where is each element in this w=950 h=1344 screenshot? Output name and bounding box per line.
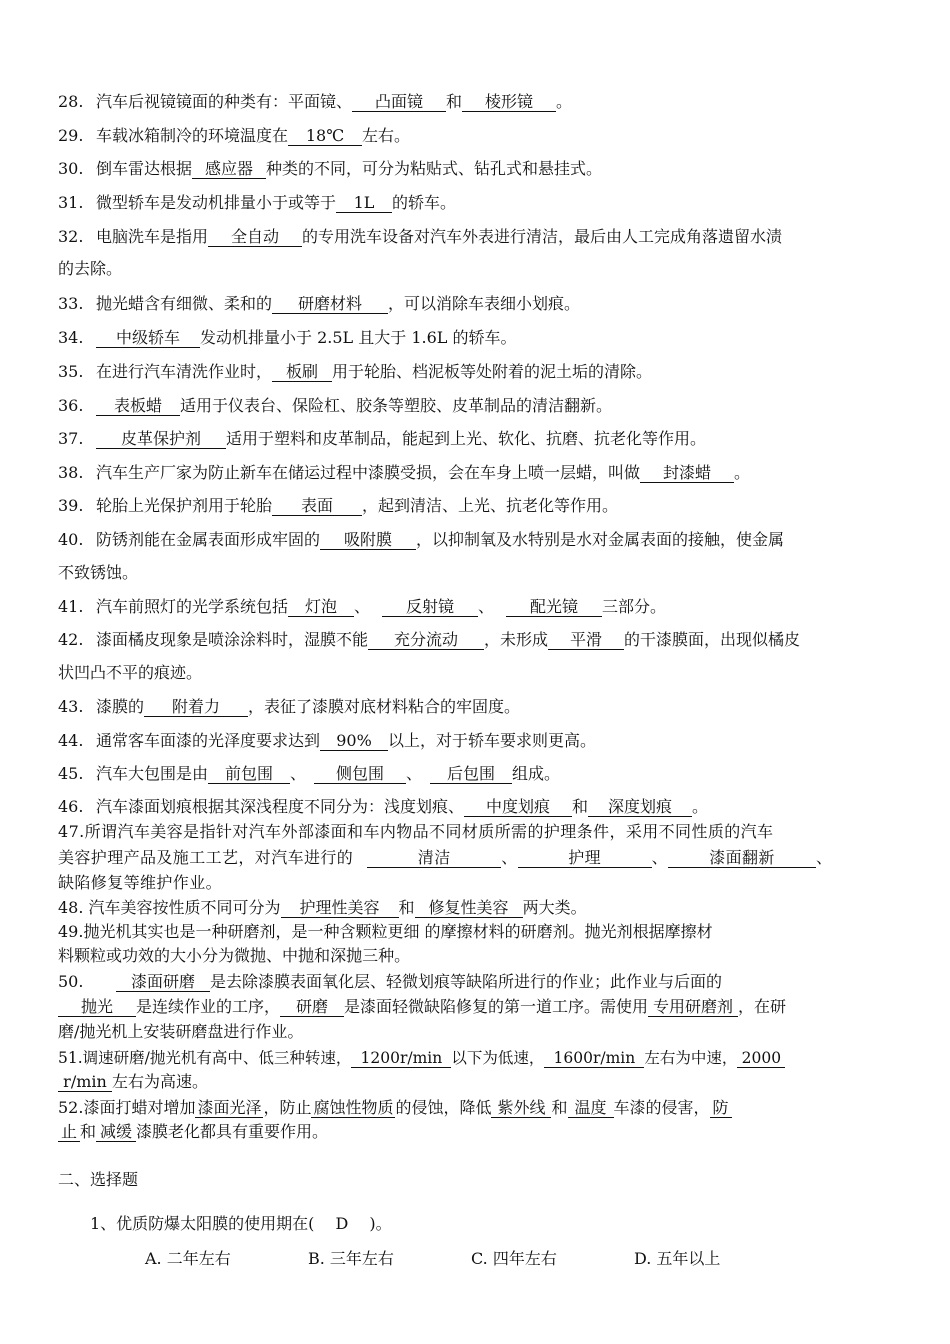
answer-blank: 深度划痕 <box>588 798 692 817</box>
question-45 <box>58 764 560 784</box>
option-b: B. 三年左右 <box>308 1249 394 1268</box>
question-number: 50. <box>58 972 84 991</box>
answer-blank: 止 <box>58 1123 80 1142</box>
question-text: 以下为低速， <box>451 1049 545 1067</box>
question-text: 和 <box>80 1122 97 1141</box>
question-42 <box>58 630 800 650</box>
answer-blank: 温度 <box>568 1099 614 1118</box>
question-text: 和 <box>446 92 463 111</box>
question-text: 以上，对于轿车要求则更高。 <box>388 731 597 750</box>
question-text: 车载冰箱制冷的环境温度在 <box>96 126 289 145</box>
question-number: 44. <box>58 731 84 750</box>
answer-blank: 表板蜡 <box>96 397 180 416</box>
question-text: 51.调速研磨/抛光机有高中、低三种转速， <box>58 1049 352 1067</box>
question-number: 40. <box>58 530 84 549</box>
question-text: 、 <box>478 597 495 616</box>
question-35 <box>58 362 652 382</box>
answer-blank: 封漆蜡 <box>640 464 734 483</box>
answer-blank: 1L <box>336 194 392 213</box>
question-50-line3: 磨/抛光机上安装研磨盘进行作业。 <box>58 1022 304 1041</box>
question-number: 41. <box>58 597 84 616</box>
question-text: 和 <box>551 1098 568 1117</box>
question-number: 30. <box>58 159 84 178</box>
question-text: 汽车漆面划痕根据其深浅程度不同分为：浅度划痕、 <box>96 797 465 816</box>
question-text: 在进行汽车清洗作业时， <box>96 362 273 381</box>
question-text: ，表征了漆膜对底材料粘合的牢固度。 <box>248 697 521 716</box>
answer-blank: 研磨 <box>280 998 344 1017</box>
answer-blank: 修复性美容 <box>415 899 523 918</box>
answer-text: 摩擦材料 <box>440 922 505 941</box>
question-number: 34. <box>58 328 84 347</box>
answer-blank: 护理性美容 <box>281 899 399 918</box>
question-number: 37. <box>58 429 84 448</box>
answer-blank: 腐蚀性物质 <box>313 1098 394 1117</box>
question-number: 32. <box>58 227 84 246</box>
question-31 <box>58 193 456 213</box>
question-text: ，在研 <box>738 997 787 1016</box>
answer-blank: 后包围 <box>430 765 512 784</box>
question-text: 左右。 <box>362 126 411 145</box>
question-text: 汽车大包围是由 <box>96 764 209 783</box>
question-number: 35. <box>58 362 84 381</box>
question-text: 料颗粒或功效的大小分为 <box>58 946 235 965</box>
question-text: 左右为高速。 <box>112 1072 209 1091</box>
question-text: ，是一种含颗粒更细 的 <box>275 922 441 941</box>
question-text: 、 <box>266 946 283 965</box>
answer-blank: 前包围 <box>208 765 290 784</box>
question-text: 是连续作业的工序， <box>136 997 281 1016</box>
question-text: 轮胎上光保护剂用于轮胎 <box>96 496 273 515</box>
question-text: 、 <box>354 597 371 616</box>
question-text: 的干漆膜面，出现似橘皮 <box>624 630 801 649</box>
question-text: 美容护理产品及施工工艺，对汽车进行的 <box>58 848 354 867</box>
question-number: 36. <box>58 396 84 415</box>
answer-text: 中抛 <box>282 946 315 965</box>
question-text: ，未形成 <box>484 630 549 649</box>
question-text: 电脑洗车是指用 <box>96 227 209 246</box>
question-43 <box>58 697 520 717</box>
question-text: 是去除漆膜表面氧化层、轻微划痕等缺陷所进行的作业；此作业与后面的 <box>210 972 723 991</box>
question-40-cont: 不致锈蚀。 <box>58 563 139 582</box>
answer-blank: 中度划痕 <box>464 798 572 817</box>
option-c: C. 四年左右 <box>471 1249 557 1268</box>
question-text: ，起到清洁、上光、抗老化等作用。 <box>362 496 619 515</box>
question-text: 和 <box>314 946 331 965</box>
answer-blank: 清洁 <box>367 849 501 868</box>
question-text: 的轿车。 <box>392 193 457 212</box>
question-44 <box>58 731 596 751</box>
answer-blank: 皮革保护剂 <box>96 430 226 449</box>
question-text: 、 <box>406 764 423 783</box>
question-48 <box>58 898 587 918</box>
question-text: 三部分。 <box>602 597 667 616</box>
answer-blank: 平滑 <box>548 631 624 650</box>
answer-blank: 漆面研磨 <box>116 973 210 992</box>
question-text: 适用于仪表台、保险杠、胶条等塑胶、皮革制品的清洁翻新。 <box>180 396 613 415</box>
question-42-cont: 状凹凸不平的痕迹。 <box>58 663 203 682</box>
option-a: A. 二年左右 <box>145 1249 231 1268</box>
question-number: 33. <box>58 294 84 313</box>
question-text: 汽车生产厂家为防止新车在储运过程中漆膜受损，会在车身上喷一层蜡，叫做 <box>96 463 641 482</box>
question-text: 汽车后视镜镜面的种类有：平面镜、 <box>96 92 353 111</box>
question-47-line3: 缺陷修复等维护作业。 <box>58 873 223 892</box>
choice-options <box>145 1246 797 1269</box>
question-number: 28. <box>58 92 84 111</box>
question-text: ，可以消除车表细小划痕。 <box>388 294 581 313</box>
question-52-line2 <box>58 1122 328 1142</box>
answer-blank: 减缓 <box>96 1123 136 1142</box>
answer-blank: 专用研磨剂 <box>648 998 738 1017</box>
question-40 <box>58 530 784 550</box>
question-text: 发动机排量小于 2.5L 且大于 1.6L 的轿车。 <box>200 328 517 347</box>
answer-blank: 抛光 <box>58 998 136 1017</box>
answer-blank: 灯泡 <box>288 598 354 617</box>
answer-blank: 护理 <box>518 849 652 868</box>
question-number: 31. <box>58 193 84 212</box>
question-text: 倒车雷达根据 <box>96 159 193 178</box>
question-text: 抛光蜡含有细微、柔和的 <box>96 294 273 313</box>
question-text: 。 <box>734 463 751 482</box>
question-text: 是漆面轻微缺陷修复的第一道工序。需使用 <box>344 997 649 1016</box>
answer-blank: 吸附膜 <box>320 531 416 550</box>
answer-blank: 反射镜 <box>382 598 478 617</box>
question-37 <box>58 429 706 449</box>
answer-text: 研磨剂 <box>227 922 276 941</box>
question-33 <box>58 294 580 314</box>
answer-blank: 2000 <box>737 1049 785 1068</box>
answer-blank: 90% <box>320 732 388 751</box>
question-text: 和 <box>398 898 415 917</box>
question-text: 漆膜的 <box>96 697 145 716</box>
question-46 <box>58 797 708 817</box>
answer-blank: 漆面翻新 <box>668 849 816 868</box>
question-text: 、 <box>501 848 518 867</box>
question-51 <box>58 1048 785 1068</box>
answer-blank: 配光镜 <box>506 598 602 617</box>
answer-blank: 感应器 <box>192 160 266 179</box>
answer-blank: 全自动 <box>208 228 302 247</box>
question-50 <box>58 972 722 992</box>
question-text: ，防止 <box>263 1098 312 1117</box>
question-39 <box>58 496 618 516</box>
question-47-line2 <box>58 848 832 868</box>
question-text: 适用于塑料和皮革制品，能起到上光、软化、抗磨、抗老化等作用。 <box>226 429 707 448</box>
question-51-line2 <box>58 1072 208 1092</box>
question-49 <box>58 922 713 942</box>
question-text: 左右为中速， <box>644 1049 738 1067</box>
question-number: 29. <box>58 126 84 145</box>
answer-blank: 附着力 <box>144 698 248 717</box>
answer-blank: r/min <box>58 1073 112 1092</box>
question-number: 42. <box>58 630 84 649</box>
question-text: 的研磨剂。抛光剂根据摩擦材 <box>504 922 713 941</box>
question-number: 43. <box>58 697 84 716</box>
question-text: 49.抛光机其实也是一种 <box>58 922 228 941</box>
question-text: 漆膜老化都具有重要作用。 <box>136 1122 329 1141</box>
option-d: D. 五年以上 <box>634 1249 721 1268</box>
answer-blank: 凸面镜 <box>352 93 446 112</box>
question-text: 汽车前照灯的光学系统包括 <box>96 597 289 616</box>
choice-question-1: 1、优质防爆太阳膜的使用期在( D )。 <box>90 1214 392 1233</box>
question-text: 和 <box>572 797 589 816</box>
question-38 <box>58 463 750 483</box>
answer-blank: 表面 <box>272 497 362 516</box>
answer-blank: 1200r/min <box>351 1049 451 1068</box>
question-text: 微型轿车是发动机排量小于或等于 <box>96 193 337 212</box>
answer-blank: 充分流动 <box>368 631 484 650</box>
question-50-line2 <box>58 997 786 1017</box>
question-text: 车漆的侵害， <box>613 1098 710 1117</box>
question-text: 52.漆面打蜡对增加 <box>58 1098 196 1117</box>
answer-blank: 侧包围 <box>314 765 406 784</box>
answer-blank: 1600r/min <box>544 1049 644 1068</box>
answer-text: 深抛 <box>330 946 363 965</box>
question-text: 三种。 <box>362 946 411 965</box>
question-text: 、 <box>651 848 669 867</box>
answer-blank: 紫外线 <box>491 1099 551 1118</box>
question-text: 防锈剂能在金属表面形成牢固的 <box>96 530 321 549</box>
answer-blank: 18℃ <box>288 127 362 146</box>
question-text: 通常客车面漆的光泽度要求达到 <box>96 731 321 750</box>
question-text: 、 <box>816 848 833 867</box>
answer-blank: 研磨材料 <box>272 295 388 314</box>
answer-blank: 中级轿车 <box>96 329 200 348</box>
question-32-cont: 的去除。 <box>58 259 123 278</box>
question-32 <box>58 227 782 247</box>
question-47: 47.所谓汽车美容是指针对汽车外部漆面和车内物品不同材质所需的护理条件，采用不同性质的汽车 <box>58 822 774 841</box>
question-text: 用于轮胎、档泥板等处附着的泥土垢的清除。 <box>332 362 653 381</box>
question-41 <box>58 597 666 617</box>
question-29 <box>58 126 410 146</box>
question-text: 两大类。 <box>522 898 587 917</box>
question-text: 的侵蚀，降低 <box>395 1098 492 1117</box>
section-heading: 二、选择题 <box>58 1170 139 1189</box>
question-text: ，以抑制氧及水特别是水对金属表面的接触，使金属 <box>416 530 785 549</box>
question-36 <box>58 396 612 416</box>
question-number: 45. <box>58 764 84 783</box>
question-number: 39. <box>58 496 84 515</box>
answer-blank: 板刷 <box>272 363 332 382</box>
question-52 <box>58 1098 732 1118</box>
answer-blank: 防 <box>710 1099 732 1118</box>
question-text: 。 <box>692 797 709 816</box>
question-49-line2 <box>58 946 410 966</box>
question-28 <box>58 92 572 112</box>
question-text: 组成。 <box>512 764 561 783</box>
question-30 <box>58 159 602 179</box>
question-text: 。 <box>556 92 573 111</box>
question-text: 、 <box>290 764 307 783</box>
question-text: 漆面橘皮现象是喷涂涂料时，湿膜不能 <box>96 630 369 649</box>
answer-blank: 漆面光泽 <box>197 1098 262 1117</box>
question-text: 种类的不同，可分为粘贴式、钻孔式和悬挂式。 <box>266 159 603 178</box>
answer-blank: 棱形镜 <box>462 93 556 112</box>
question-number: 46. <box>58 797 84 816</box>
question-text: 的专用洗车设备对汽车外表进行清洁，最后由人工完成角落遗留水渍 <box>302 227 783 246</box>
question-number: 38. <box>58 463 84 482</box>
question-34 <box>58 328 517 348</box>
question-text: 48. 汽车美容按性质不同可分为 <box>58 898 281 917</box>
answer-text: 微抛 <box>234 946 267 965</box>
